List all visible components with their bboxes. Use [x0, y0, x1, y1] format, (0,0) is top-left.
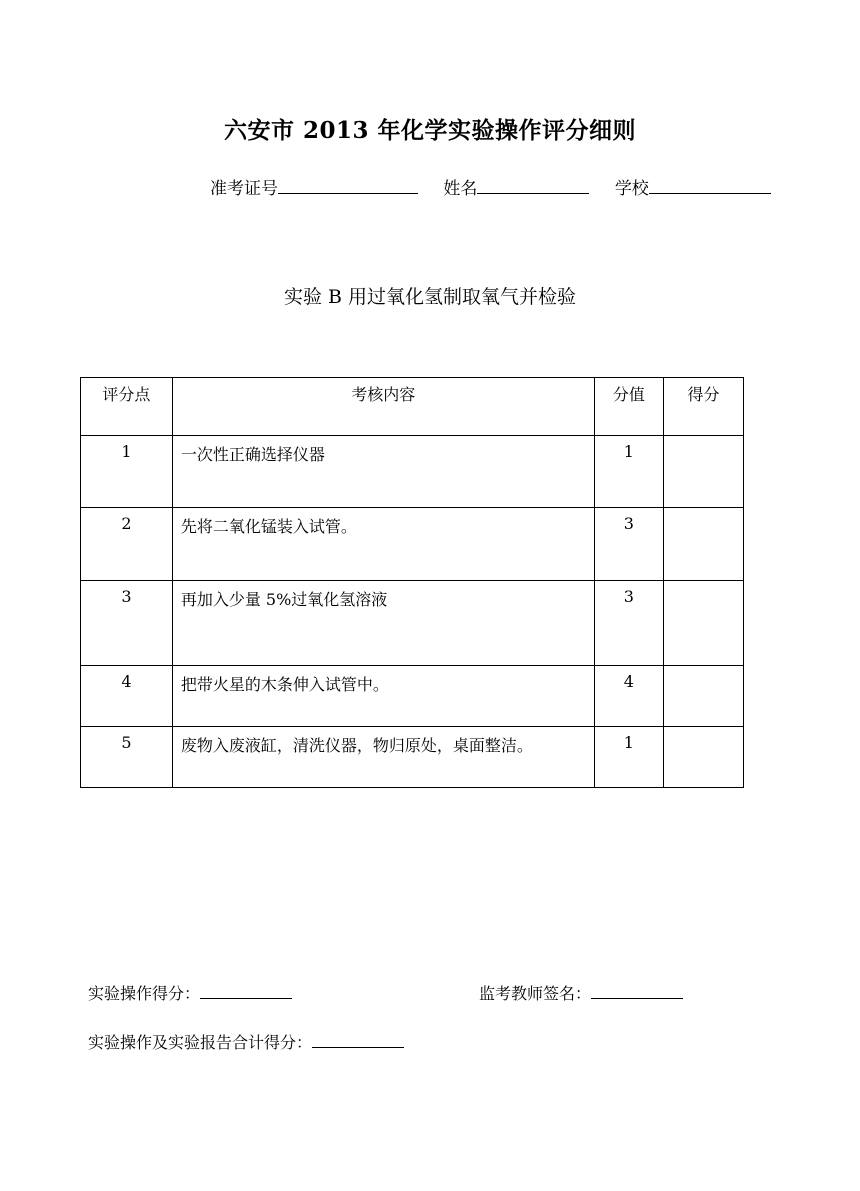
row-got-cell[interactable]: [663, 666, 743, 727]
exam-id-blank[interactable]: [278, 176, 418, 194]
row-got-cell[interactable]: [663, 727, 743, 788]
row-point: 4: [81, 666, 173, 727]
total-score-field[interactable]: [88, 1030, 404, 1053]
school-blank[interactable]: [649, 176, 771, 194]
school-label: 学校: [614, 179, 649, 199]
row-point: 1: [81, 436, 173, 508]
name-label: 姓名: [443, 179, 478, 199]
row-content: 再加入少量 5%过氧化氢溶液: [172, 581, 594, 666]
header-score: 分值: [594, 378, 663, 436]
teacher-sign-blank[interactable]: [591, 981, 683, 999]
row-score: 3: [594, 508, 663, 581]
name-blank[interactable]: [477, 176, 589, 194]
name-field[interactable]: [443, 174, 589, 199]
operation-score-label: 实验操作得分：: [88, 984, 201, 1003]
table-row: [81, 666, 744, 727]
school-field[interactable]: [615, 174, 771, 199]
row-content: 先将二氧化锰装入试管。: [172, 508, 594, 581]
row-score: 4: [594, 666, 663, 727]
total-score-blank[interactable]: [312, 1030, 404, 1048]
row-point: 3: [81, 581, 173, 666]
row-score: 1: [594, 727, 663, 788]
row-got-cell[interactable]: [663, 508, 743, 581]
table-row: [81, 508, 744, 581]
row-got-cell[interactable]: [663, 436, 743, 508]
header-point: 评分点: [81, 378, 173, 436]
header-content: 考核内容: [172, 378, 594, 436]
table-header-row: [81, 378, 744, 436]
exam-id-label: 准考证号: [210, 179, 278, 199]
operation-score-blank[interactable]: [200, 981, 292, 999]
table-row: [81, 727, 744, 788]
row-got-cell[interactable]: [663, 581, 743, 666]
page-title: 六安市 2013 年化学实验操作评分细则: [223, 117, 637, 144]
row-content: 把带火星的木条伸入试管中。: [172, 666, 594, 727]
table-row: [81, 581, 744, 666]
scoring-table: [80, 377, 744, 788]
table-row: [81, 436, 744, 508]
candidate-info-row: [210, 174, 785, 199]
row-content: 一次性正确选择仪器: [172, 436, 594, 508]
teacher-sign-field[interactable]: [479, 981, 683, 1004]
total-score-label: 实验操作及实验报告合计得分：: [88, 1033, 313, 1052]
row-score: 3: [594, 581, 663, 666]
experiment-subtitle: 实验 B 用过氧化氢制取氧气并检验: [283, 286, 577, 308]
row-point: 2: [81, 508, 173, 581]
row-content: 废物入废液缸，清洗仪器，物归原处，桌面整洁。: [172, 727, 594, 788]
row-score: 1: [594, 436, 663, 508]
teacher-sign-label: 监考教师签名：: [479, 984, 592, 1003]
exam-id-field[interactable]: [210, 174, 418, 199]
header-got: 得分: [663, 378, 743, 436]
row-point: 5: [81, 727, 173, 788]
operation-score-field[interactable]: [88, 981, 292, 1004]
